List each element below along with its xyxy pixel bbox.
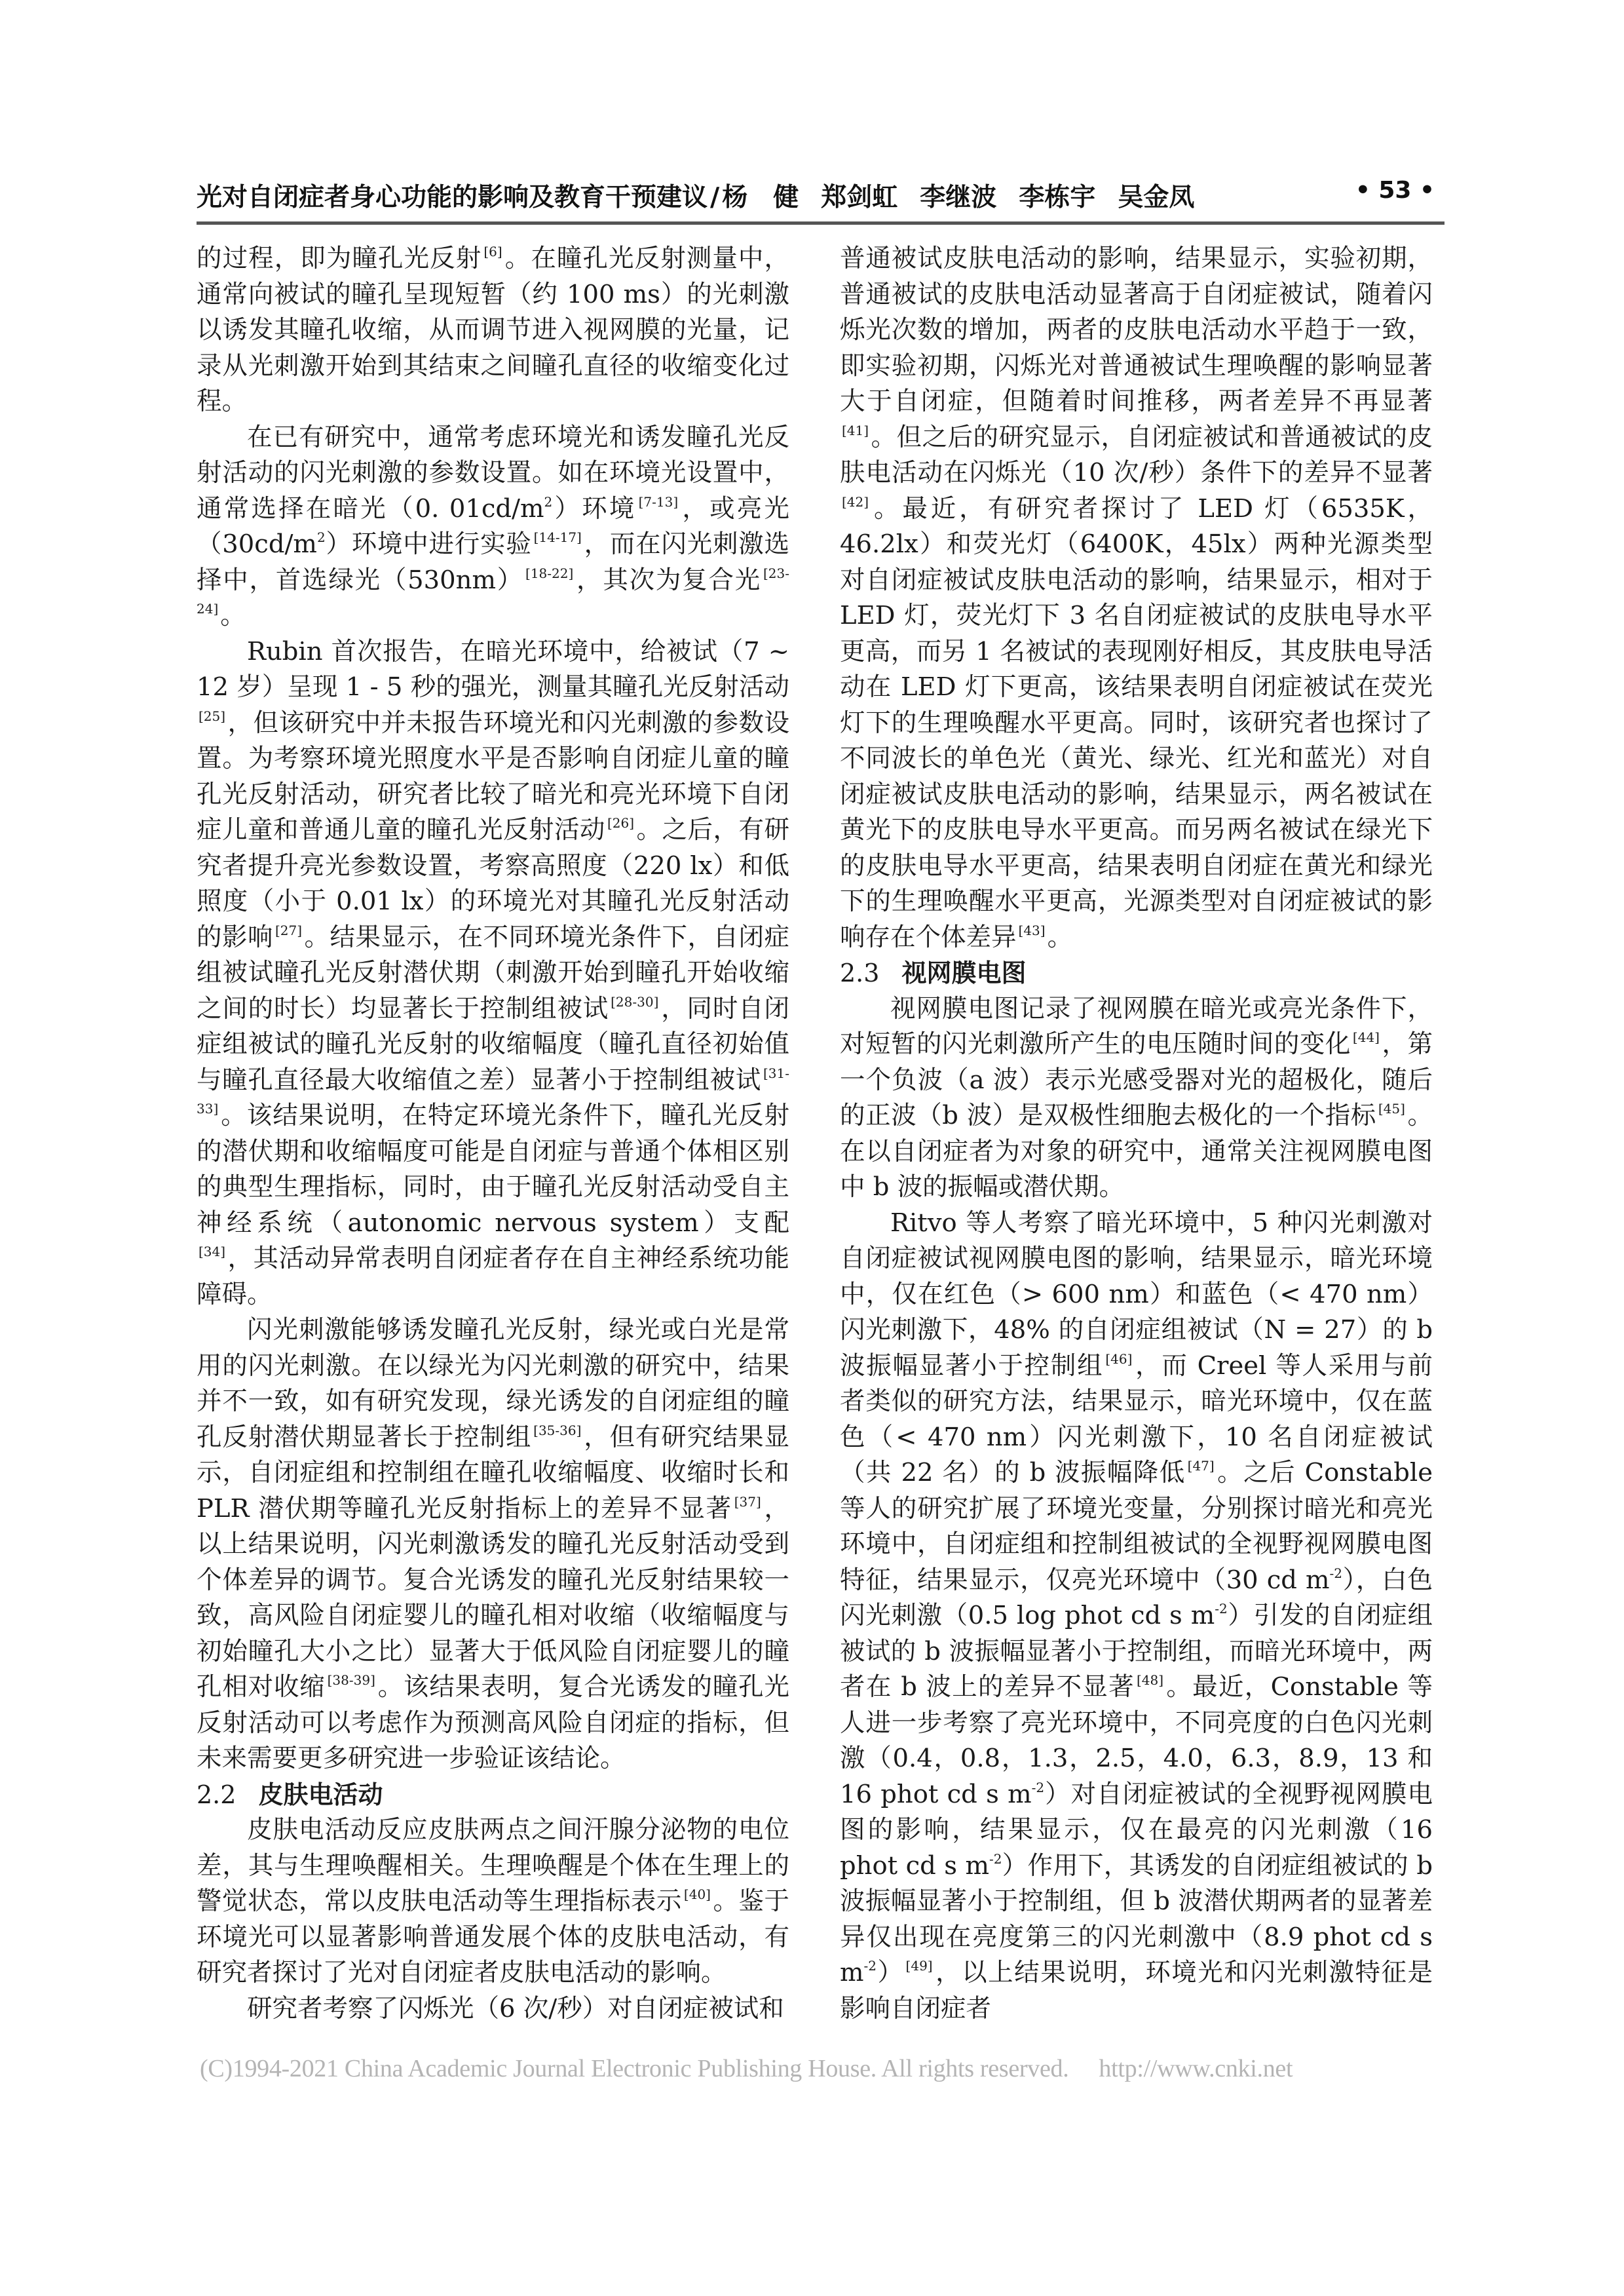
text-run: 。鉴于环境光可以显著影响普通发展个体的皮肤电活动，有研究者探讨了光对自闭症者皮肤电活动的影响。 bbox=[197, 1886, 789, 1987]
text-run: 。但之后的研究显示，自闭症被试和普通被试的皮肤电活动在闪烁光（10 次/秒）条件下的差异不显著 bbox=[840, 422, 1433, 488]
section-title: 视网膜电图 bbox=[901, 959, 1027, 987]
citation-ref[interactable]: [14-17] bbox=[533, 529, 582, 545]
text-run: ，但有研究结果显示，自闭症组和控制组在瞳孔收缩幅度、收缩时长和 PLR 潜伏期等瞳孔光反射指标上的差异不显著 bbox=[197, 1422, 789, 1523]
citation-ref[interactable]: [41] bbox=[842, 422, 869, 438]
text-run: 研究者考察了闪烁光（6 次/秒）对自闭症被试和 bbox=[247, 1993, 784, 2023]
article-title: 光对自闭症者身心功能的影响及教育干预建议 bbox=[197, 183, 708, 212]
citation-ref[interactable]: [31-33] bbox=[197, 1065, 789, 1117]
footer-url: http://www.cnki.net bbox=[1099, 2055, 1293, 2082]
header-divider bbox=[197, 221, 1445, 225]
paragraph bbox=[197, 1812, 789, 1991]
author: 李继波 bbox=[920, 183, 997, 212]
citation-ref[interactable]: [25] bbox=[198, 708, 226, 724]
text-run: 。在瞳孔光反射测量中，通常向被试的瞳孔呈现短暂（约 100 ms）的光刺激以诱发其瞳孔收缩，从而调节进入视网膜的光量，记录从光刺激开始到其结束之间瞳孔直径的收缩变化过程。 bbox=[197, 244, 789, 416]
citation-ref[interactable]: [23-24] bbox=[197, 565, 789, 617]
text-run: ）对自闭症被试的全视野视网膜电图的影响，结果显示，仅在最亮的闪光刺激（16 phot cd s m bbox=[840, 1779, 1433, 1881]
text-run: ，但该研究中并未报告环境光和闪光刺激的参数设置。为考察环境光照度水平是否影响自闭症儿童的瞳孔光反射活动，研究者比较了暗光和亮光环境下自闭症儿童和普通儿童的瞳孔光反射活动 bbox=[197, 708, 789, 845]
section-number: 2.2 bbox=[197, 1780, 236, 1809]
citation-ref[interactable]: [44] bbox=[1352, 1029, 1380, 1045]
superscript-exponent: -2 bbox=[989, 1850, 1002, 1867]
section-number: 2.3 bbox=[840, 959, 880, 987]
text-run: ，同时自闭症组被试的瞳孔光反射的收缩幅度（瞳孔直径初始值与瞳孔直径最大收缩值之差）显著小于控制组被试 bbox=[197, 993, 789, 1095]
citation-ref[interactable]: [45] bbox=[1378, 1101, 1405, 1117]
text-run: 。最近，Constable 等人进一步考察了亮光环境中，不同亮度的白色闪光刺激（0.4，0.8，1.3，2.5，4.0，6.3，8.9，13 和 16 phot cd s m bbox=[840, 1672, 1433, 1809]
citation-ref[interactable]: [49] bbox=[905, 1958, 933, 1974]
copyright-notice: (C)1994-2021 China Academic Journal Electronic Publishing House. All rights reserved. bbox=[200, 2055, 1069, 2082]
superscript-exponent: -2 bbox=[1329, 1565, 1342, 1581]
text-run: 。之后 Constable 等人的研究扩展了环境光变量，分别探讨暗光和亮光环境中，自闭症组和控制组被试的全视野视网膜电图特征，结果显示，仅亮光环境中（30 cd m bbox=[840, 1458, 1433, 1595]
text-run: 普通被试皮肤电活动的影响，结果显示，实验初期，普通被试的皮肤电活动显著高于自闭症被试，随着闪烁光次数的增加，两者的皮肤电活动水平趋于一致，即实验初期，闪烁光对普通被试生理唤醒的影响显著大于自闭症，但随着时间推移，两者差异不再显著 bbox=[840, 244, 1433, 416]
page-number: • 53 • bbox=[1355, 177, 1435, 204]
citation-ref[interactable]: [26] bbox=[607, 815, 634, 831]
text-run: 在已有研究中，通常考虑环境光和诱发瞳孔光反射活动的闪光刺激的参数设置。如在环境光设置中，通常选择在暗光（0. 01cd/m bbox=[197, 422, 789, 524]
superscript-exponent: 2 bbox=[316, 529, 326, 545]
text-run: 闪光刺激能够诱发瞳孔光反射，绿光或白光是常用的闪光刺激。在以绿光为闪光刺激的研究中，结果并不一致，如有研究发现，绿光诱发的自闭症组的瞳孔反射潜伏期显著长于控制组 bbox=[197, 1315, 789, 1452]
paragraph bbox=[197, 1991, 789, 2027]
section-heading bbox=[197, 1777, 789, 1813]
paragraph bbox=[840, 241, 1433, 955]
text-run: Rubin 首次报告，在暗光环境中，给被试（7 ~ 12 岁）呈现 1 - 5 秒的强光，测量其瞳孔光反射活动 bbox=[197, 636, 789, 702]
author: 郑剑虹 bbox=[821, 183, 898, 212]
title-author-separator: / bbox=[710, 183, 720, 212]
citation-ref[interactable]: [18-22] bbox=[525, 565, 574, 581]
text-run: 。在以自闭症者为对象的研究中，通常关注视网膜电图中 b 波的振幅或潜伏期。 bbox=[840, 1101, 1433, 1202]
text-run: ），白色闪光刺激（0.5 log phot cd s m bbox=[840, 1565, 1433, 1630]
text-run: 。之后，有研究者提升亮光参数设置，考察高照度（220 lx）和低照度（小于 0.01 lx）的环境光对其瞳孔光反射活动的影响 bbox=[197, 815, 789, 952]
citation-ref[interactable]: [43] bbox=[1018, 922, 1046, 938]
citation-ref[interactable]: [46] bbox=[1105, 1350, 1133, 1367]
superscript-exponent: -2 bbox=[863, 1958, 877, 1974]
author: 杨 健 bbox=[722, 183, 799, 212]
paragraph bbox=[197, 1312, 789, 1777]
citation-ref[interactable]: [6] bbox=[483, 244, 502, 259]
citation-ref[interactable]: [48] bbox=[1136, 1672, 1163, 1688]
citation-ref[interactable]: [28-30] bbox=[611, 993, 659, 1010]
paragraph bbox=[197, 634, 789, 1313]
section-heading bbox=[840, 955, 1433, 991]
text-run: ，其次为复合光 bbox=[575, 565, 761, 595]
section-title: 皮肤电活动 bbox=[258, 1780, 383, 1809]
text-run: 。该结果说明，在特定环境光条件下，瞳孔光反射的潜伏期和收缩幅度可能是自闭症与普通个体相区别的典型生理指标，同时，由于瞳孔光反射活动受自主神经系统（autonomic nervous system）支配 bbox=[197, 1101, 789, 1238]
citation-ref[interactable]: [40] bbox=[683, 1886, 711, 1902]
citation-ref[interactable]: [35-36] bbox=[533, 1422, 582, 1438]
text-run: ） bbox=[877, 1958, 904, 1987]
author: 李栋宇 bbox=[1019, 183, 1096, 212]
superscript-exponent: 2 bbox=[544, 493, 553, 510]
text-run: ）作用下，其诱发的自闭症组被试的 b 波振幅显著小于控制组，但 b 波潜伏期两者的显著差异仅出现在亮度第三的闪光刺激中（8.9 phot cd s m bbox=[840, 1850, 1433, 1987]
superscript-exponent: -2 bbox=[1215, 1601, 1228, 1617]
text-run: 。结果显示，在不同环境光条件下，自闭症组被试瞳孔光反射潜伏期（刺激开始到瞳孔开始收缩之间的时长）均显著长于控制组被试 bbox=[197, 922, 789, 1024]
running-header bbox=[197, 177, 1441, 216]
text-run: ）环境 bbox=[552, 493, 637, 524]
paragraph bbox=[840, 991, 1433, 1206]
text-run: ，而在闪光刺激选择中，首选绿光（530nm） bbox=[197, 529, 789, 595]
text-run: ，第一个负波（a 波）表示光感受器对光的超极化，随后的正波（b 波）是双极性细胞去极化的一个指标 bbox=[840, 1029, 1433, 1130]
text-run: 皮肤电活动反应皮肤两点之间汗腺分泌物的电位差，其与生理唤醒相关。生理唤醒是个体在生理上的警觉状态，常以皮肤电活动等生理指标表示 bbox=[197, 1815, 789, 1916]
text-run: 。 bbox=[220, 601, 246, 630]
paragraph bbox=[197, 420, 789, 634]
citation-ref[interactable]: [38-39] bbox=[327, 1672, 375, 1688]
left-text-column bbox=[197, 241, 789, 2027]
citation-ref[interactable]: [47] bbox=[1187, 1458, 1215, 1474]
text-run: ，或亮光（30cd/m bbox=[197, 493, 789, 559]
text-run: 的过程，即为瞳孔光反射 bbox=[197, 244, 482, 273]
text-run: 。最近，有研究者探讨了 LED 灯（6535K，46.2lx）和荧光灯（6400K，45lx）两种光源类型对自闭症被试皮肤电活动的影响，结果显示，相对于 LED 灯，荧光灯下 3 名自闭症被试的皮肤电导水平更高，而另 1 名被试的表现刚好相反，其皮肤电导活动在 LED 灯下更高，该结果表明自闭症被试在荧光灯下的生理唤醒水平更高。同时，该研究者也探讨了不同波长的单色光（黄光、绿光、红光和蓝光）对自闭症被试皮肤电活动的影响，结果显示，两名被试在黄光下的皮肤电导水平更高。而另两名被试在绿光下的皮肤电导水平更高，结果表明自闭症在黄光和绿光下的生理唤醒水平更高，光源类型对自闭症被试的影响存在个体差异 bbox=[840, 493, 1433, 952]
paragraph bbox=[840, 1206, 1433, 2027]
text-run: ，以上结果说明，闪光刺激诱发的瞳孔光反射活动受到个体差异的调节。复合光诱发的瞳孔光反射结果较一致，高风险自闭症婴儿的瞳孔相对收缩（收缩幅度与初始瞳孔大小之比）显著大于低风险自闭症婴儿的瞳孔相对收缩 bbox=[197, 1493, 789, 1702]
text-run: ）引发的自闭症组被试的 b 波振幅显著小于控制组，而暗光环境中，两者在 b 波上的差异不显著 bbox=[840, 1601, 1433, 1702]
running-title bbox=[197, 177, 1194, 214]
text-run: ，以上结果说明，环境光和闪光刺激特征是影响自闭症者 bbox=[840, 1958, 1433, 2023]
paragraph bbox=[197, 241, 789, 420]
citation-ref[interactable]: [27] bbox=[275, 922, 303, 938]
author: 吴金凤 bbox=[1118, 183, 1195, 212]
text-run: ）环境中进行实验 bbox=[325, 529, 532, 559]
citation-ref[interactable]: [37] bbox=[734, 1493, 761, 1510]
citation-ref[interactable]: [7-13] bbox=[638, 493, 679, 510]
text-run: 。该结果表明，复合光诱发的瞳孔光反射活动可以考虑作为预测高风险自闭症的指标，但未来需要更多研究进一步验证该结论。 bbox=[197, 1672, 789, 1773]
superscript-exponent: -2 bbox=[1031, 1779, 1045, 1795]
text-run: 。 bbox=[1047, 922, 1073, 952]
citation-ref[interactable]: [42] bbox=[842, 493, 869, 510]
page-footer bbox=[200, 2054, 1293, 2083]
text-run: Ritvo 等人考察了暗光环境中，5 种闪光刺激对自闭症被试视网膜电图的影响，结果显示，暗光环境中，仅在红色（> 600 nm）和蓝色（< 470 nm）闪光刺激下，48% 的自闭症组被试（N = 27）的 b 波振幅显著小于控制组 bbox=[840, 1208, 1433, 1381]
text-run: ，其活动异常表明自闭症者存在自主神经系统功能障碍。 bbox=[197, 1244, 789, 1309]
text-run: ，而 Creel 等人采用与前者类似的研究方法，结果显示，暗光环境中，仅在蓝色（< 470 nm）闪光刺激下，10 名自闭症被试（共 22 名）的 b 波振幅降低 bbox=[840, 1350, 1433, 1487]
text-run: 视网膜电图记录了视网膜在暗光或亮光条件下，对短暂的闪光刺激所产生的电压随时间的变化 bbox=[840, 993, 1433, 1059]
citation-ref[interactable]: [34] bbox=[198, 1244, 226, 1259]
right-text-column bbox=[840, 241, 1433, 2027]
